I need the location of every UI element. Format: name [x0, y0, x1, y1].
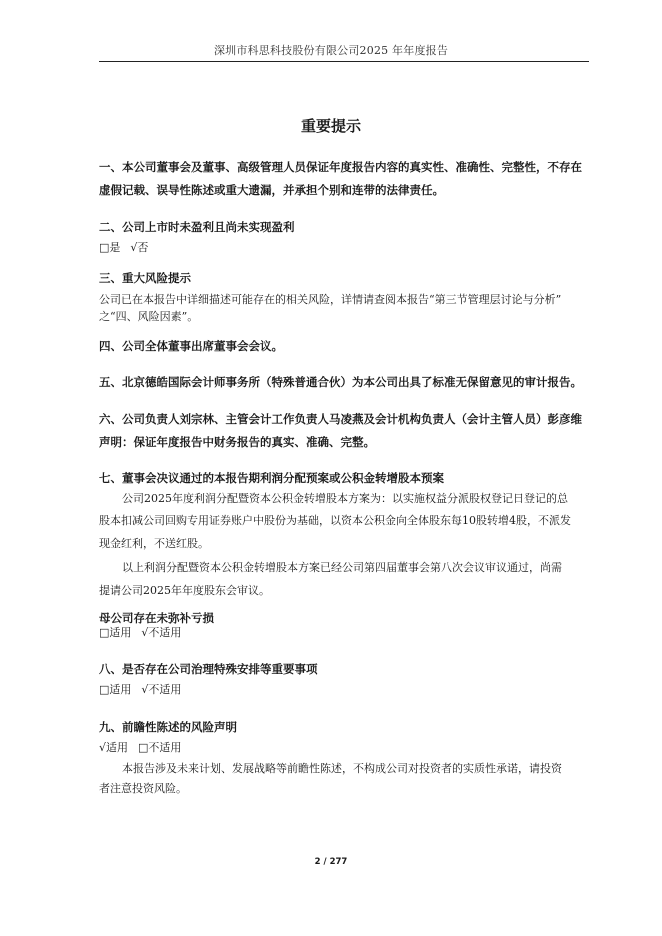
section-3-line-2: 之“四、风险因素”。: [99, 310, 199, 323]
section-3-heading: 三、重大风险提示: [99, 271, 191, 285]
option-applicable-checked: √适用: [99, 741, 129, 754]
section-6-line-1: 六、公司负责人刘宗林、主管会计工作负责人马凌燕及会计机构负责人（会计主管人员）彭彦维: [99, 412, 582, 426]
option-applicable: □适用: [99, 626, 132, 639]
uncovered-loss-heading: 母公司存在未弥补亏损: [99, 611, 214, 625]
section-9-line-2: 者注意投资风险。: [99, 782, 187, 795]
section-6-line-2: 声明：保证年度报告中财务报告的真实、准确、完整。: [99, 435, 375, 449]
section-7-para-1-line-1: 公司2025年度利润分配暨资本公积金转增股本方案为：以实施权益分派股权登记日登记的总: [122, 492, 568, 505]
section-7-heading: 七、董事会决议通过的本报告期利润分配预案或公积金转增股本预案: [99, 471, 444, 485]
option-applicable: □适用: [99, 683, 132, 696]
section-7-para-2-line-1: 以上利润分配暨资本公积金转增股本方案已经公司第四届董事会第八次会议审议通过，尚需: [122, 561, 562, 574]
page-number: 2 / 277: [314, 857, 348, 867]
option-not-applicable-checked: √不适用: [141, 626, 182, 639]
section-8-options: [99, 683, 181, 697]
section-5-heading: 五、北京德皓国际会计师事务所（特殊普通合伙）为本公司出具了标准无保留意见的审计报告。: [99, 375, 582, 389]
section-2-options: [99, 241, 148, 255]
section-2-heading: 二、公司上市时未盈利且尚未实现盈利: [99, 220, 295, 234]
section-9-options: [99, 741, 181, 755]
section-7-para-1-line-3: 现金红利，不送红股。: [99, 537, 209, 550]
section-3-line-1: 公司已在本报告中详细描述可能存在的相关风险，详情请查阅本报告“第三节管理层讨论与分析”: [99, 293, 562, 306]
option-not-applicable-checked: √不适用: [141, 683, 182, 696]
section-4-heading: 四、公司全体董事出席董事会会议。: [99, 339, 283, 353]
section-9-line-1: 本报告涉及未来计划、发展战略等前瞻性陈述，不构成公司对投资者的实质性承诺，请投资: [122, 762, 562, 775]
section-1-line-2: 虚假记载、误导性陈述或重大遗漏，并承担个别和连带的法律责任。: [99, 183, 444, 197]
section-9-heading: 九、前瞻性陈述的风险声明: [99, 720, 237, 734]
section-7-para-1-line-2: 股本扣减公司回购专用证券账户中股份为基础，以资本公积金向全体股东每10股转增4股，不派发: [99, 514, 571, 527]
running-header: 深圳市科思科技股份有限公司2025 年年度报告: [213, 44, 449, 57]
option-yes: □是: [99, 241, 121, 254]
section-8-heading: 八、是否存在公司治理特殊安排等重要事项: [99, 662, 318, 676]
option-no-checked: √否: [130, 241, 149, 254]
uncovered-loss-options: [99, 626, 181, 640]
option-not-applicable: □不适用: [138, 741, 182, 754]
header-divider: [99, 61, 589, 62]
section-1-line-1: 一、本公司董事会及董事、高级管理人员保证年度报告内容的真实性、准确性、完整性，不存在: [99, 160, 582, 174]
section-7-para-2-line-2: 提请公司2025年年度股东会审议。: [99, 584, 270, 597]
page-title: 重要提示: [300, 117, 361, 135]
